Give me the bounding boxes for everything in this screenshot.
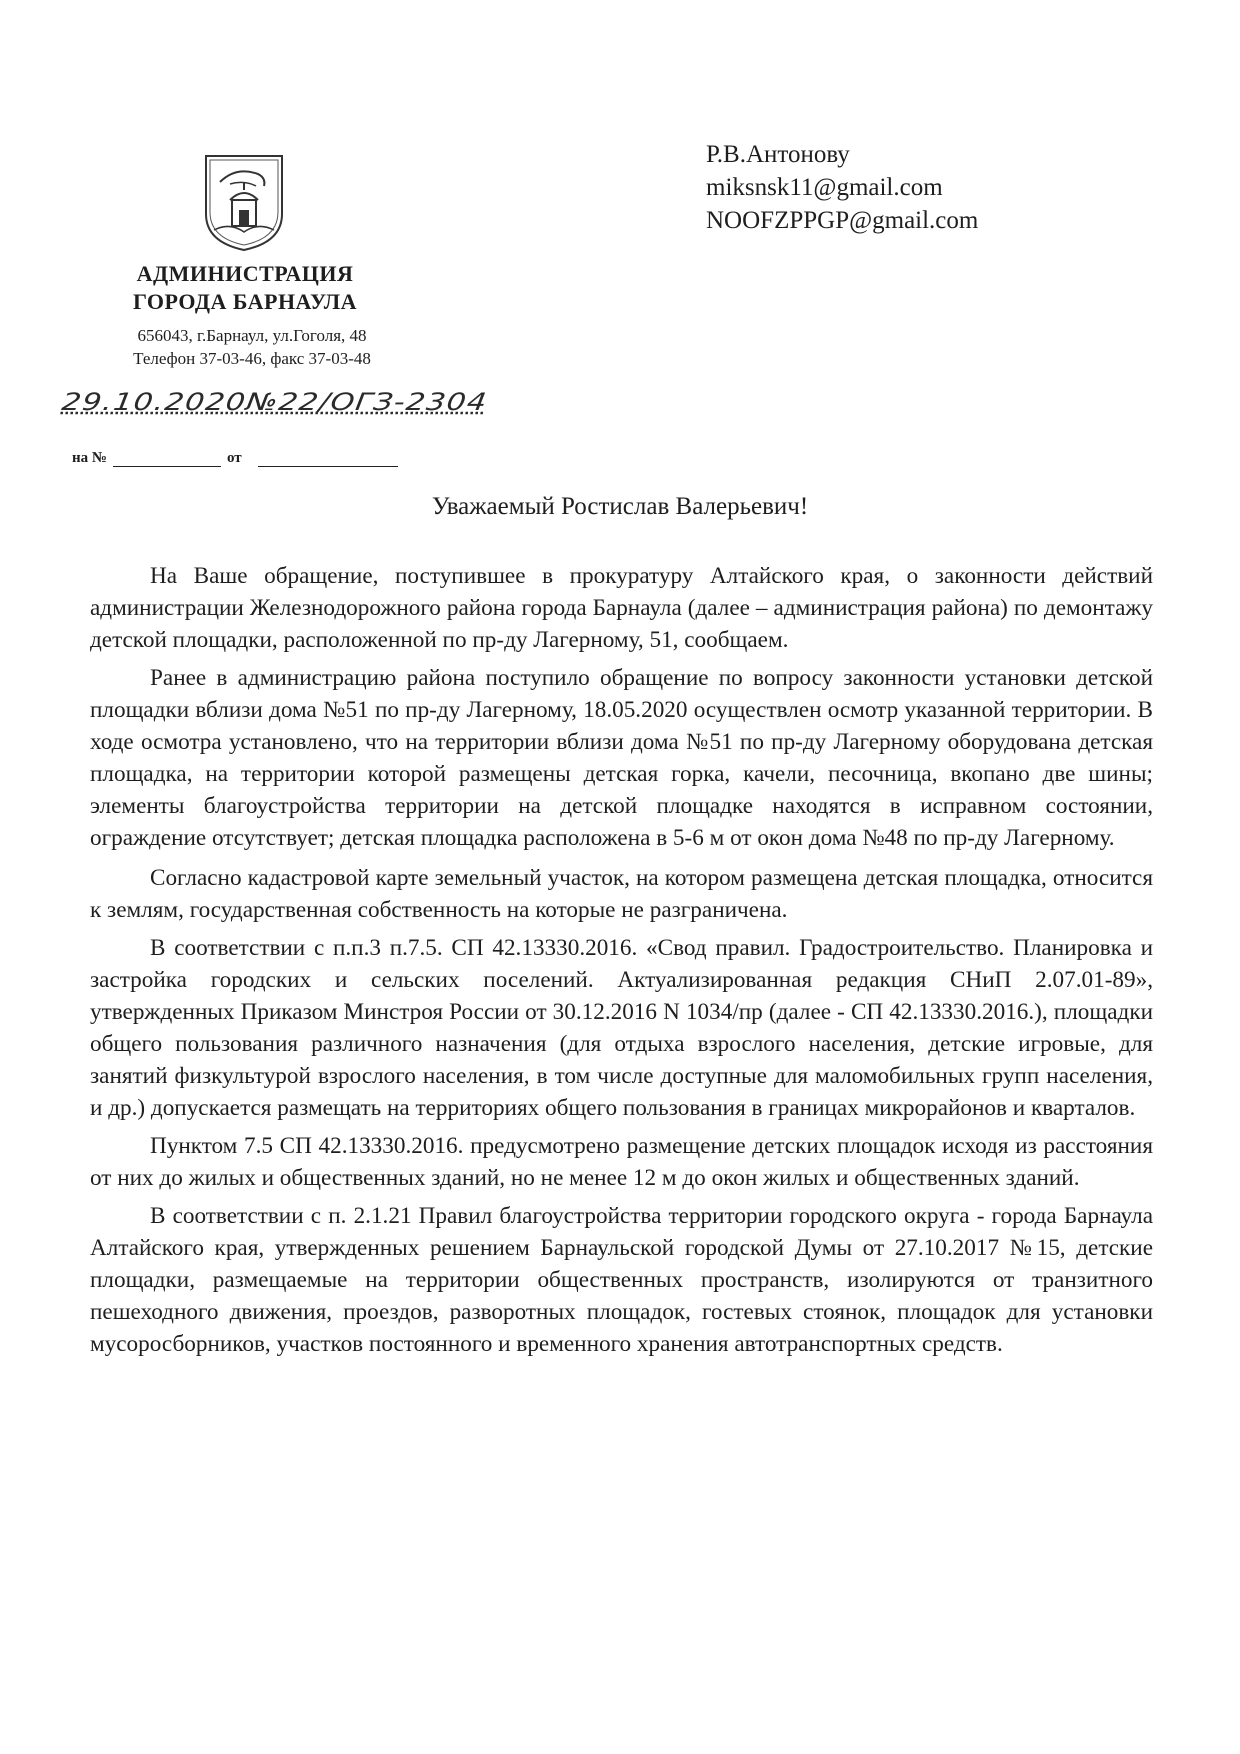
salutation: Уважаемый Ростислав Валерьевич! [431, 493, 809, 520]
barnaul-coat-of-arms-icon [200, 152, 288, 252]
ref-label-no: на № [72, 450, 107, 466]
recipient-block [706, 138, 978, 237]
body-paragraph: В соответствии с п. 2.1.21 Правил благоустройства территории городского округа - города Барнаула Алтайского края, утвержденных решением Барнаульской городской Думы от 27.10.2017 №15, детские площадки, размещаемые на территории общественных пространств, изолируются от транзитного пешеходного движения, проездов, разворотных площадок, гостевых стоянок, площадок для установки мусоросборников, участков постоянного и временного хранения автотранспортных средств. [90, 1203, 1153, 1357]
recipient-name: Р.В.Антонову [706, 141, 850, 168]
body-paragraph: Ранее в администрацию района поступило обращение по вопросу законности установки детской площадки вблизи дома №51 по пр-ду Лагерному, 18.05.2020 осуществлен осмотр указанной территории. В ходе осмотра установлено, что на территории вблизи дома №51 по пр-ду Лагерному оборудована детская площадка, на территории которой размещены детская горка, качели, песочница, вкопано две шины; элементы благоустройства территории на детской площадке находятся в исправном состоянии, ограждение отсутствует; детская площадка расположена в 5-6 м от окон дома №48 по пр-ду Лагерному. [90, 665, 1153, 851]
ref-label-from: от [226, 450, 242, 466]
recipient-email-2: NOOFZPPGP@gmail.com [706, 207, 979, 234]
body-paragraph: Согласно кадастровой карте земельный участок, на котором размещена детская площадка, относится к землям, государственная собственность на которые не разграничена. [90, 865, 1153, 923]
body-paragraph: Пунктом 7.5 СП 42.13330.2016. предусмотрено размещение детских площадок исходя из расстояния от них до жилых и общественных зданий, но не менее 12 м до окон жилых и общественных зданий. [90, 1133, 1153, 1191]
body-paragraph: На Ваше обращение, поступившее в прокуратуру Алтайского края, о законности действий администрации Железнодорожного района города Барнаула (далее – администрация района) по демонтажу детской площадки, расположенной по пр-ду Лагерному, 51, сообщаем. [90, 563, 1153, 653]
org-phone-fax: Телефон 37-03-46, факс 37-03-48 [133, 349, 371, 368]
outgoing-reference-handwritten: 29.10.2020№22/ОГЗ-2304 [60, 388, 490, 416]
body-paragraph: В соответствии с п.п.3 п.7.5. СП 42.13330.2016. «Свод правил. Градостроительство. Планировка и застройка городских и сельских поселений. Актуализированная редакция СНиП 2.07.01-89», утвержденных Приказом Минстроя России от 30.12.2016 N 1034/пр (далее - СП 42.13330.2016.), площадки общего пользования различного назначения (для отдыха взрослого населения, детские игровые, для занятий физкультурой взрослого населения, в том числе доступные для маломобильных групп населения, и др.) допускается размещать на территориях общего пользования в границах микрорайонов и кварталов. [90, 935, 1153, 1121]
ref-number-blank [113, 452, 221, 467]
org-name-line2: ГОРОДА БАРНАУЛА [132, 289, 358, 314]
org-name-line1: АДМИНИСТРАЦИЯ [136, 261, 354, 286]
recipient-email-1: miksnsk11@gmail.com [706, 174, 943, 201]
org-address: 656043, г.Барнаул, ул.Гоголя, 48 [137, 326, 367, 345]
letter-body [90, 560, 1153, 1366]
ref-date-blank [258, 452, 398, 467]
incoming-reference-line [72, 450, 398, 467]
